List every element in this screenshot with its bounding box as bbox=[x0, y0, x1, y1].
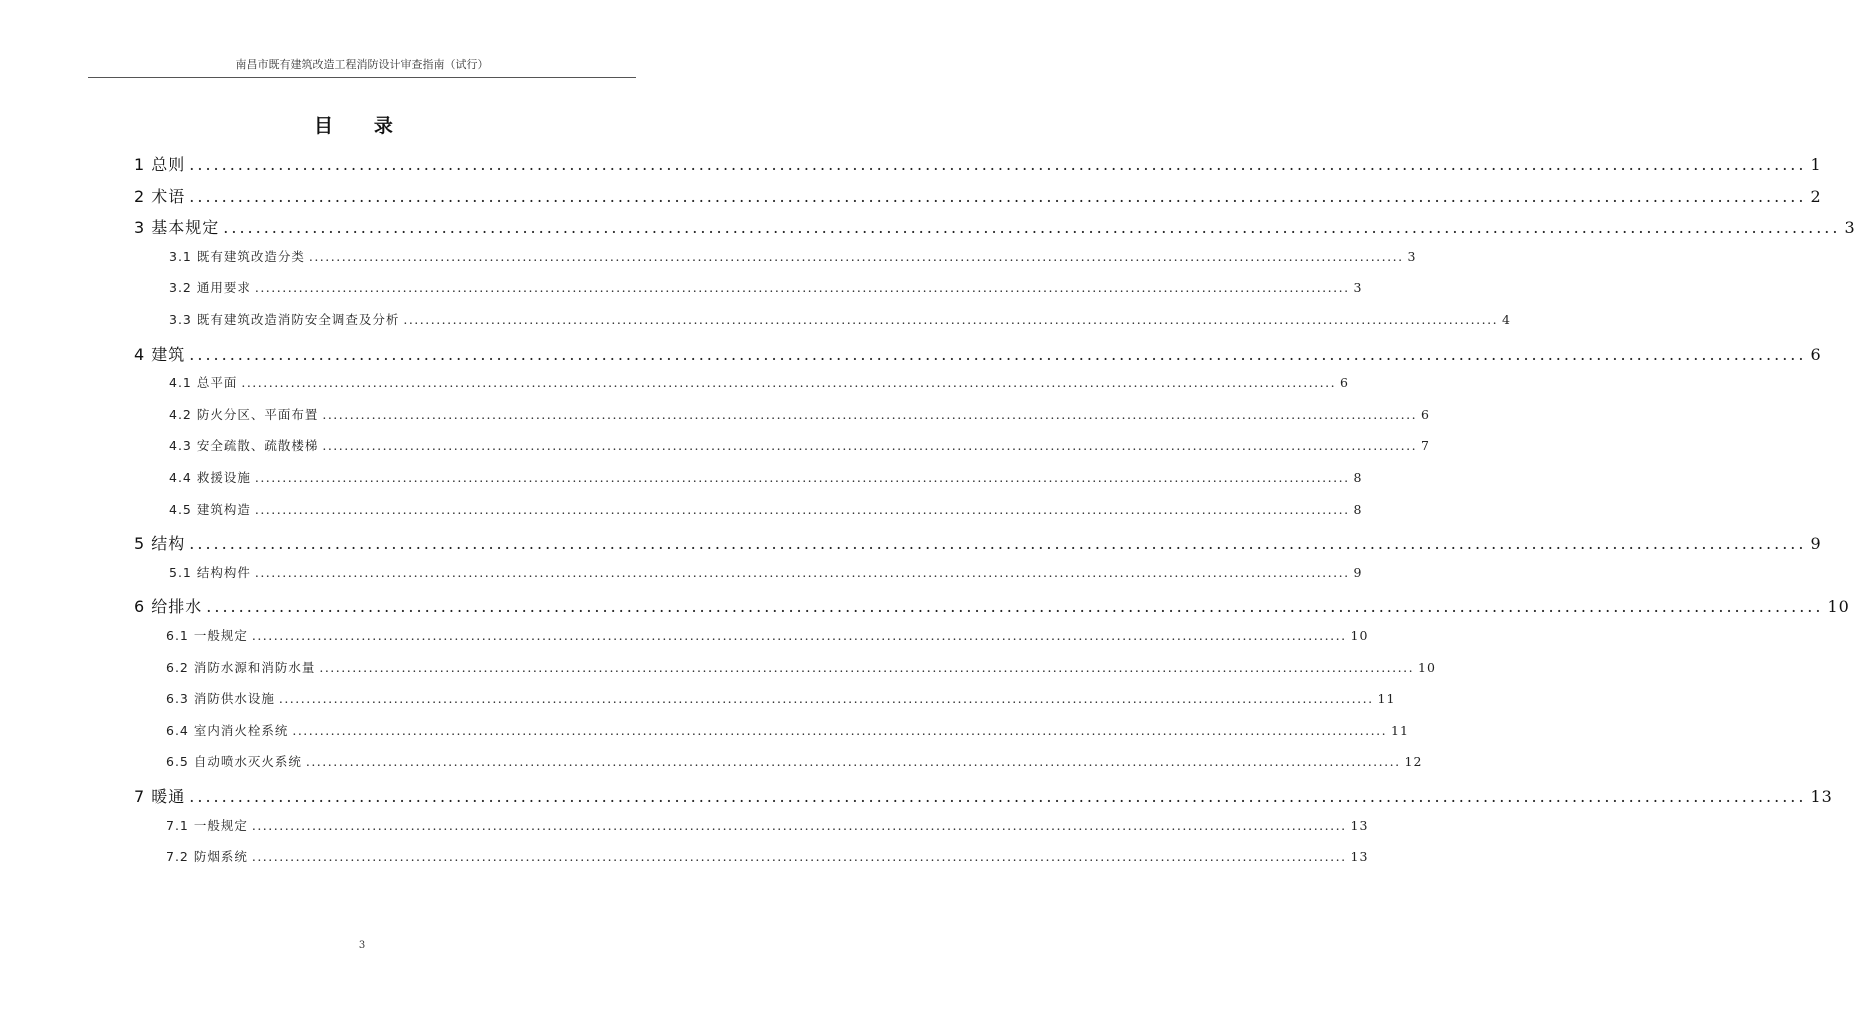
toc-section-entry[interactable] bbox=[169, 436, 1430, 454]
toc-section-entry[interactable] bbox=[166, 721, 1409, 739]
toc-page-number: 10 bbox=[1350, 628, 1369, 643]
toc-page-number: 8 bbox=[1353, 470, 1363, 485]
toc-section-entry[interactable] bbox=[166, 626, 1369, 644]
toc-section-entry[interactable] bbox=[166, 816, 1369, 834]
toc-page-number: 8 bbox=[1353, 501, 1363, 517]
toc-entry-label: 7.2 防烟系统 bbox=[166, 849, 248, 865]
toc-section-entry[interactable] bbox=[169, 247, 1417, 265]
toc-leader-dots: ........................................................................................................................................................................................................ bbox=[319, 659, 1415, 675]
toc-page-number: 6 bbox=[1421, 406, 1430, 422]
toc-chapter-entry[interactable] bbox=[134, 594, 1850, 617]
toc-leader-dots: ........................................................................................................................................................................................................ bbox=[189, 344, 1807, 364]
toc-chapter-entry[interactable] bbox=[134, 342, 1822, 365]
toc-page-number: 11 bbox=[1377, 691, 1396, 707]
toc-page-number: 3 bbox=[1407, 248, 1417, 264]
toc-leader-dots: ........................................................................................................................................................................................................ bbox=[254, 280, 1350, 296]
toc-entry-label: 4.4 救援设施 bbox=[169, 470, 251, 485]
toc-leader-dots: ........................................................................................................................................................................................................ bbox=[251, 849, 1347, 865]
toc-chapter-entry[interactable] bbox=[134, 152, 1822, 175]
toc-entry-label: 4.3 安全疏散、疏散楼梯 bbox=[169, 438, 319, 454]
toc-chapter-entry[interactable] bbox=[134, 184, 1822, 207]
toc-entry-label: 6.5 自动喷水灭火系统 bbox=[166, 754, 302, 770]
toc-page-number: 9 bbox=[1810, 534, 1822, 554]
toc-leader-dots: ........................................................................................................................................................................................................ bbox=[223, 218, 1841, 238]
page-number: 3 bbox=[358, 940, 366, 951]
toc-leader-dots: ........................................................................................................................................................................................................ bbox=[189, 186, 1807, 206]
toc-section-entry[interactable] bbox=[169, 310, 1511, 328]
toc-entry-label: 2 术语 bbox=[134, 186, 186, 206]
toc-leader-dots: ........................................................................................................................................................................................................ bbox=[189, 534, 1807, 554]
toc-page-number: 10 bbox=[1827, 597, 1850, 617]
toc-page-number: 10 bbox=[1418, 659, 1436, 675]
toc-leader-dots: ........................................................................................................................................................................................................ bbox=[189, 155, 1807, 174]
toc-entry-label: 3.2 通用要求 bbox=[169, 280, 251, 296]
toc-entry-label: 3.1 既有建筑改造分类 bbox=[169, 248, 305, 264]
toc-section-entry[interactable] bbox=[169, 373, 1349, 391]
toc-section-entry[interactable] bbox=[169, 468, 1363, 486]
toc-section-entry[interactable] bbox=[166, 658, 1436, 676]
toc-leader-dots: ........................................................................................................................................................................................................ bbox=[322, 438, 1418, 454]
toc-entry-label: 6.4 室内消火栓系统 bbox=[166, 722, 289, 738]
toc-leader-dots: ........................................................................................................................................................................................................ bbox=[322, 406, 1418, 422]
toc-entry-label: 1 总则 bbox=[134, 155, 186, 174]
toc-section-entry[interactable] bbox=[166, 689, 1396, 707]
toc-entry-label: 4 建筑 bbox=[134, 344, 186, 364]
toc-page-number: 6 bbox=[1340, 375, 1349, 391]
toc-section-entry[interactable] bbox=[166, 752, 1423, 770]
toc-entry-label: 4.2 防火分区、平面布置 bbox=[169, 406, 319, 422]
toc-chapter-entry[interactable] bbox=[134, 215, 1856, 238]
toc-entry-label: 4.1 总平面 bbox=[169, 375, 238, 391]
toc-page-number: 13 bbox=[1810, 787, 1833, 806]
toc-leader-dots: ........................................................................................................................................................................................................ bbox=[254, 501, 1350, 517]
toc-entry-label: 7 暖通 bbox=[134, 787, 186, 806]
toc-page-number: 11 bbox=[1391, 722, 1409, 738]
toc-leader-dots: ........................................................................................................................................................................................................ bbox=[254, 564, 1350, 580]
toc-leader-dots: ........................................................................................................................................................................................................ bbox=[251, 817, 1347, 833]
toc-leader-dots: ........................................................................................................................................................................................................ bbox=[308, 248, 1404, 264]
toc-entry-label: 5.1 结构构件 bbox=[169, 564, 251, 580]
toc-leader-dots: ........................................................................................................................................................................................................ bbox=[189, 787, 1807, 806]
toc-page-number: 9 bbox=[1353, 564, 1363, 580]
toc-leader-dots: ........................................................................................................................................................................................................ bbox=[254, 470, 1350, 485]
toc-leader-dots: ........................................................................................................................................................................................................ bbox=[292, 722, 1388, 738]
toc-chapter-entry[interactable] bbox=[134, 784, 1833, 807]
toc-leader-dots: ........................................................................................................................................................................................................ bbox=[278, 691, 1374, 707]
toc-section-entry[interactable] bbox=[166, 847, 1369, 865]
toc-page-number: 2 bbox=[1810, 186, 1822, 206]
toc-leader-dots: ........................................................................................................................................................................................................ bbox=[206, 597, 1824, 617]
toc-entry-label: 6.3 消防供水设施 bbox=[166, 691, 275, 707]
toc-entry-label: 7.1 一般规定 bbox=[166, 817, 248, 833]
toc-entry-label: 4.5 建筑构造 bbox=[169, 501, 251, 517]
toc-leader-dots: ........................................................................................................................................................................................................ bbox=[251, 628, 1347, 643]
toc-page-number: 6 bbox=[1810, 344, 1822, 364]
toc-section-entry[interactable] bbox=[169, 278, 1363, 296]
toc-page-number: 1 bbox=[1810, 155, 1822, 174]
toc-page-number: 4 bbox=[1502, 312, 1511, 327]
toc-page-number: 13 bbox=[1350, 817, 1369, 833]
toc-page-number: 3 bbox=[1353, 280, 1363, 296]
toc-entry-label: 5 结构 bbox=[134, 534, 186, 554]
toc-leader-dots: ........................................................................................................................................................................................................ bbox=[305, 754, 1401, 770]
toc-section-entry[interactable] bbox=[169, 405, 1430, 423]
toc-entry-label: 6.2 消防水源和消防水量 bbox=[166, 659, 316, 675]
toc-entry-label: 3.3 既有建筑改造消防安全调查及分析 bbox=[169, 312, 400, 327]
toc-page-number: 12 bbox=[1404, 754, 1423, 770]
toc-leader-dots: ........................................................................................................................................................................................................ bbox=[241, 375, 1337, 391]
toc-entry-label: 3 基本规定 bbox=[134, 218, 220, 238]
toc-chapter-entry[interactable] bbox=[134, 531, 1822, 554]
toc-title: 目 录 bbox=[314, 115, 410, 137]
toc-entry-label: 6.1 一般规定 bbox=[166, 628, 248, 643]
running-header: 南昌市既有建筑改造工程消防设计审查指南（试行） bbox=[235, 58, 489, 71]
toc-section-entry[interactable] bbox=[169, 500, 1363, 518]
toc-entry-label: 6 给排水 bbox=[134, 597, 203, 617]
toc-section-entry[interactable] bbox=[169, 563, 1363, 581]
toc-page-number: 3 bbox=[1844, 218, 1856, 238]
toc-leader-dots: ........................................................................................................................................................................................................ bbox=[403, 312, 1499, 327]
toc-page-number: 7 bbox=[1421, 438, 1430, 454]
toc-page-number: 13 bbox=[1350, 849, 1369, 865]
